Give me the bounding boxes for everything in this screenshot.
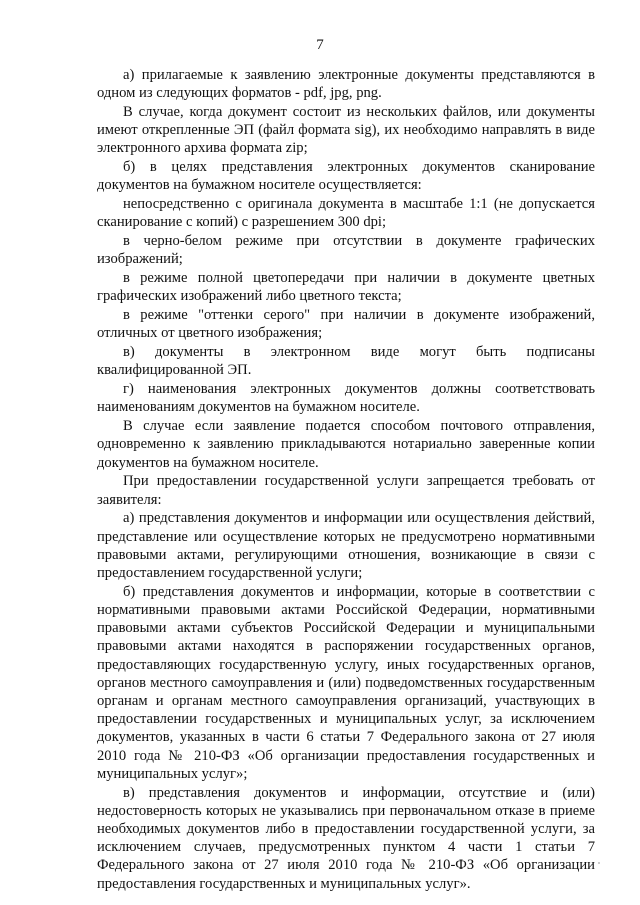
paragraph-scan-color: в режиме полной цветопередачи при наличии в документе цветных графических изображений либо цветного текста; <box>97 270 595 305</box>
paragraph-scan-grayscale: в режиме "оттенки серого" при наличии в документе изображений, отличных от цветного изображения; <box>97 307 595 342</box>
paragraph-prohibition-a: а) представления документов и информации или осуществления действий, представление или осуществление которых не предусмотрено нормативными правовыми актами, регулирующими отношения, возникающие в связи с предоставлением государственной услуги; <box>97 510 595 582</box>
page-number: 7 <box>316 37 324 53</box>
paragraph-scanning: б) в целях представления электронных документов сканирование документов на бумажном носителе осуществляется: <box>97 159 595 194</box>
paragraph-scan-original: непосредственно с оригинала документа в масштабе 1:1 (не допускается сканирование с копий) с разрешением 300 dpi; <box>97 196 595 231</box>
paragraph-formats: а) прилагаемые к заявлению электронные документы представляются в одном из следующих форматов - pdf, jpg, png. <box>97 67 595 102</box>
paragraph-prohibitions-intro: При предоставлении государственной услуги запрещается требовать от заявителя: <box>97 473 595 508</box>
paragraph-prohibition-b: б) представления документов и информации, которые в соответствии с нормативными правовыми актами Российской Федерации, нормативными правовыми актами субъектов Российской Федерации и муниципальными правовыми актами находятся в распоряжении государственных органов, предоставляющих государственную услугу, иных государственных органов, органов местного самоуправления и (или) подведомственных государственным органам и органам местного самоуправления организаций, участвующих в предоставлении государственных и муниципальных услуг, за исключением документов, указанных в части 6 статьи 7 Федерального закона от 27 июля 2010 года № 210-ФЗ «Об организации предоставления государственных и муниципальных услуг»; <box>97 583 595 782</box>
paragraph-postal: В случае если заявление подается способом почтового отправления, одновременно к заявлению прикладываются нотариально заверенные копии документов на бумажном носителе. <box>97 418 595 471</box>
document-body <box>97 66 595 893</box>
paragraph-signature: в) документы в электронном виде могут быть подписаны квалифицированной ЭП. <box>97 344 595 379</box>
paragraph-multiple-files: В случае, когда документ состоит из нескольких файлов, или документы имеют открепленные ЭП (файл формата sig), их необходимо направлять в виде электронного архива формата zip; <box>97 104 595 157</box>
paragraph-scan-bw: в черно-белом режиме при отсутствии в документе графических изображений; <box>97 233 595 268</box>
paragraph-prohibition-c: в) представления документов и информации, отсутствие и (или) недостоверность которых не указывались при первоначальном отказе в приеме необходимых документов либо в предоставлении государственной услуги, за исключением случаев, предусмотренных пунктом 4 части 1 статьи 7 Федерального закона от 27 июля 2010 года № 210-ФЗ «Об организации предоставления государственных и муниципальных услуг». <box>97 784 595 892</box>
scan-speck <box>598 862 600 864</box>
paragraph-document-names: г) наименования электронных документов должны соответствовать наименованиям документов на бумажном носителе. <box>97 381 595 416</box>
